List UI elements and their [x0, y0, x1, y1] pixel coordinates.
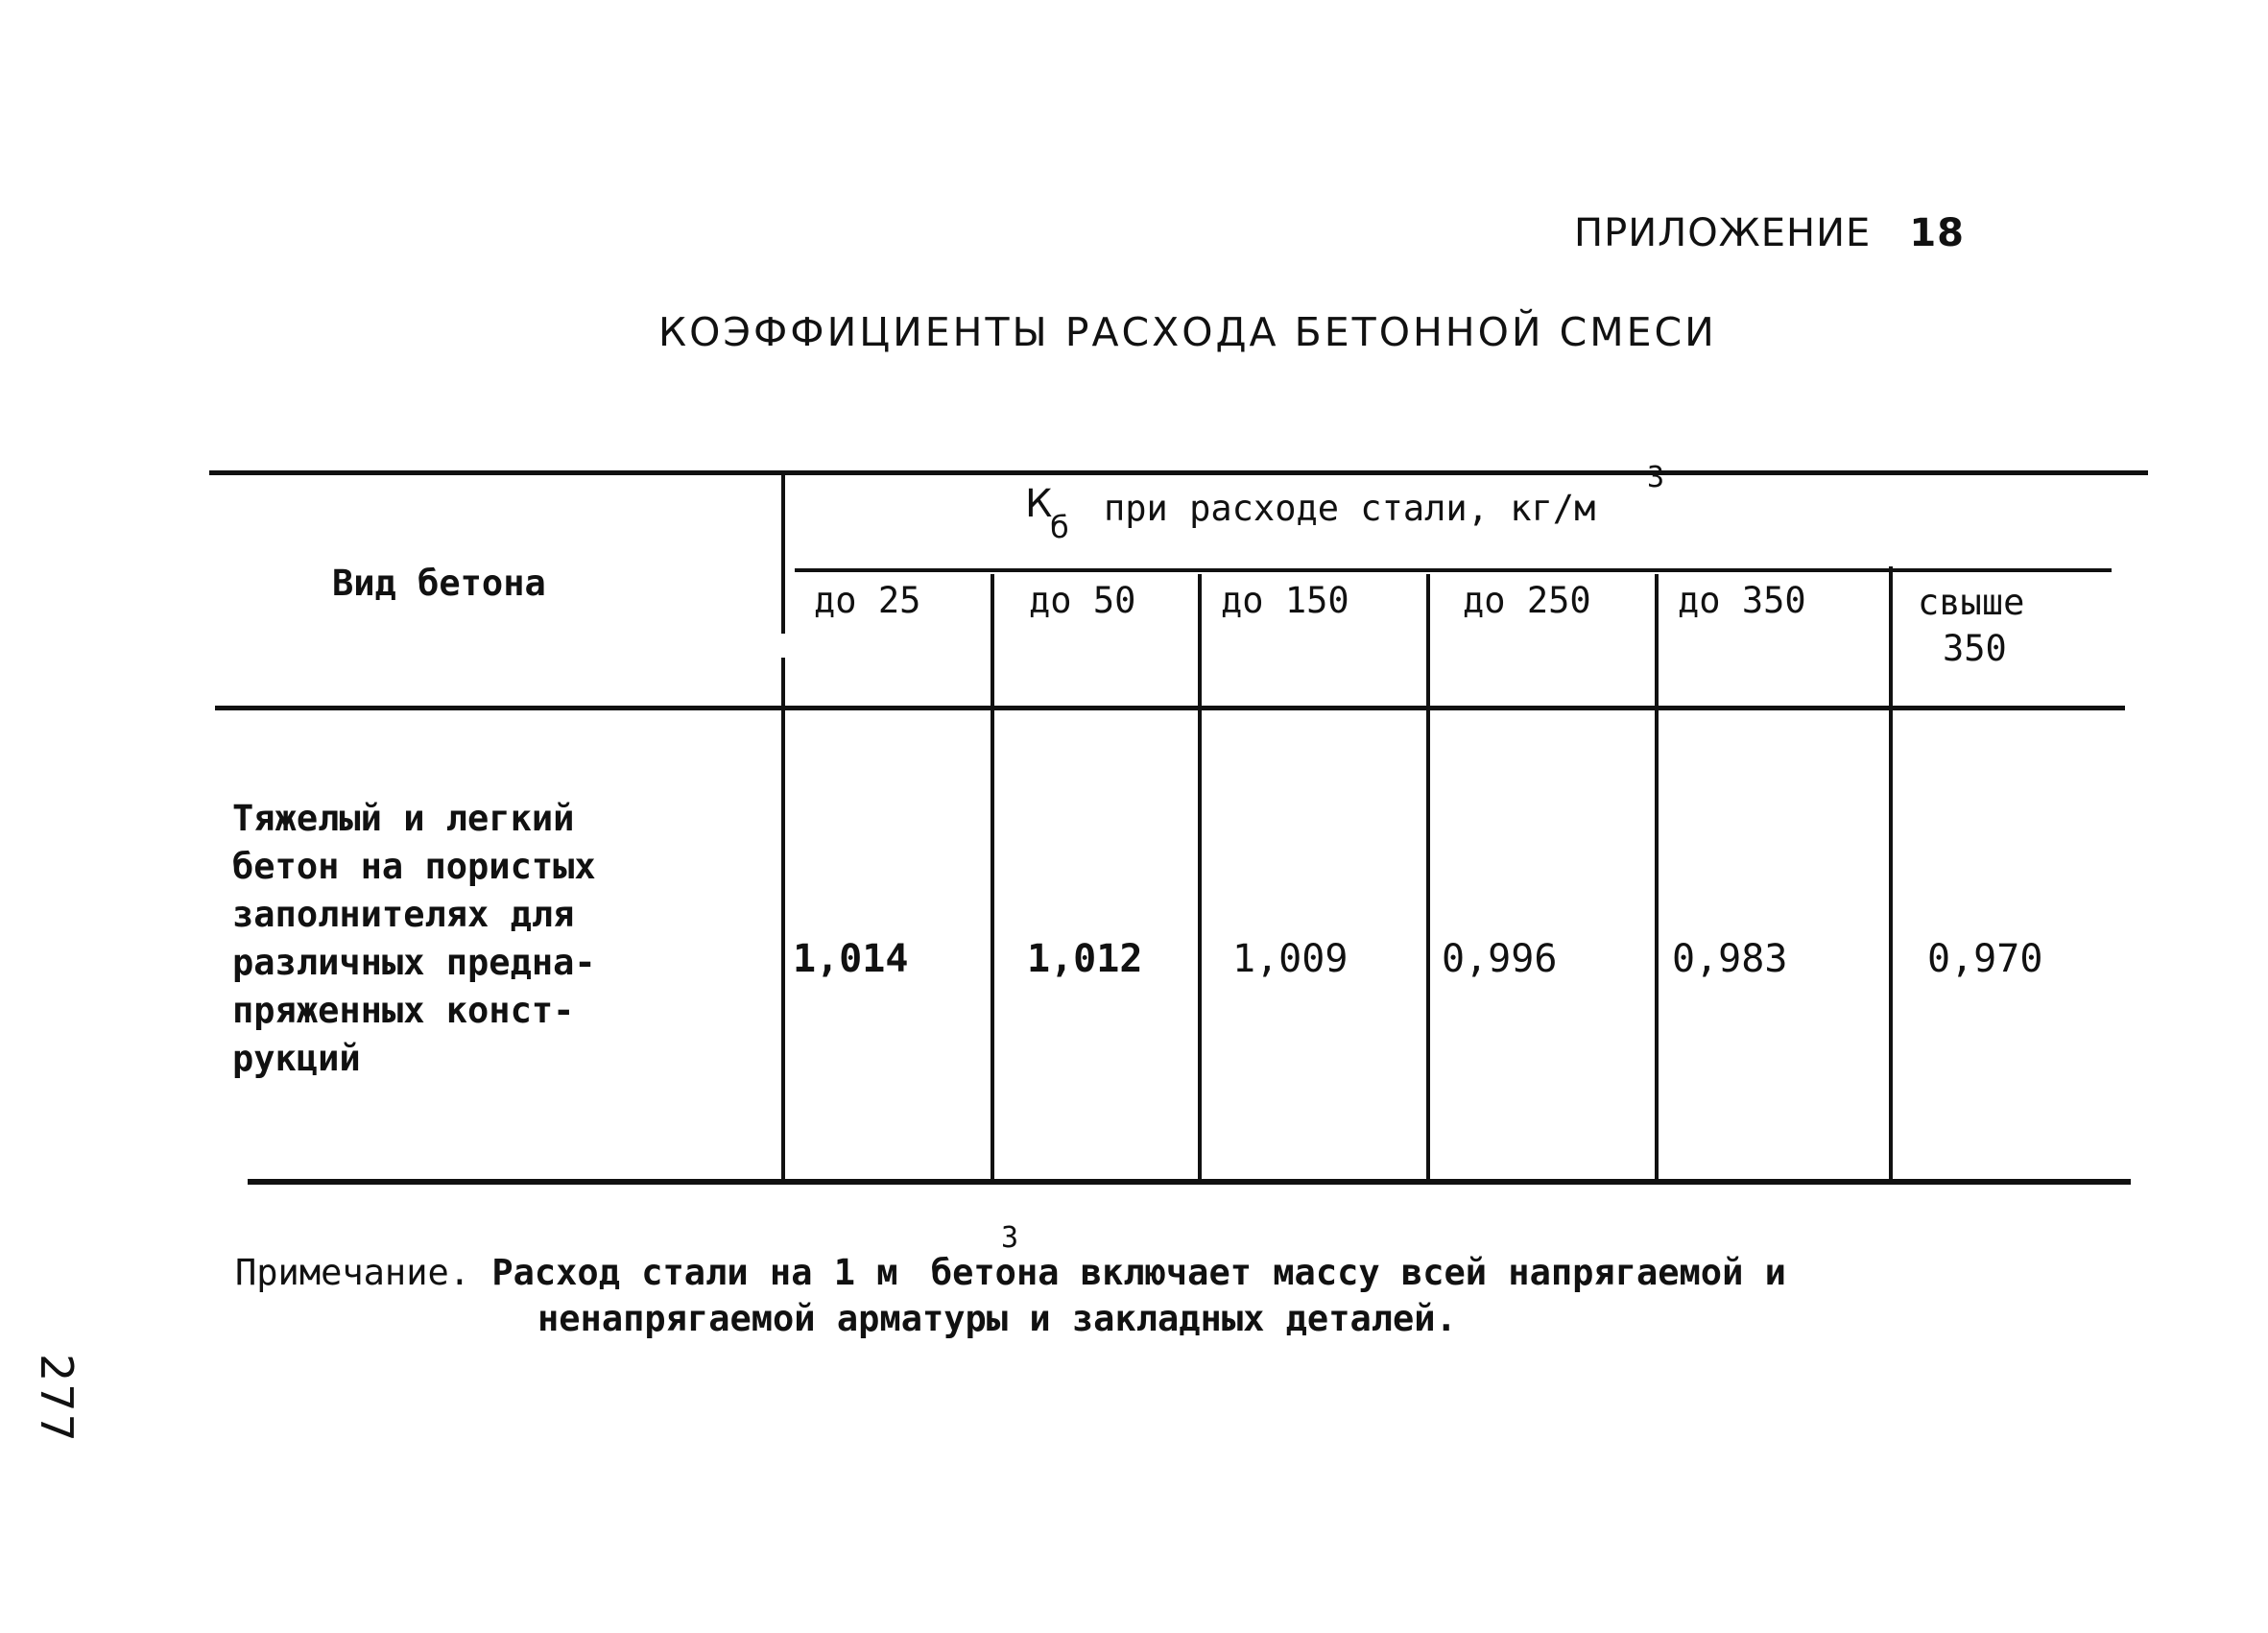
table-cell: 1,009: [1232, 937, 1349, 981]
column-header-6: [1918, 580, 2024, 672]
column-divider-4: [1426, 574, 1430, 1181]
column-header-2: до 50: [1029, 580, 1136, 621]
column-header-1: до 25: [814, 580, 921, 621]
appendix-heading: [1574, 211, 1965, 255]
table-top-rule: [209, 470, 2148, 475]
row-label-line: бетон на пористых: [232, 846, 596, 887]
table-cell: 0,983: [1672, 937, 1788, 981]
row-label-line: рукций: [232, 1038, 361, 1079]
column-divider-3: [1198, 574, 1202, 1181]
column-divider-2: [991, 574, 994, 1181]
row-label-line: заполнителях для: [232, 894, 575, 935]
table-cell: 0,996: [1442, 937, 1558, 981]
column-header-4: до 250: [1463, 580, 1591, 621]
table-cell: 1,014: [793, 937, 909, 981]
column-header-3: до 150: [1221, 580, 1349, 621]
row-label-line: различных предна-: [232, 942, 596, 983]
note-prefix: Примечание.: [235, 1252, 471, 1293]
column-divider-1: [781, 470, 785, 634]
group-header-text: при расходе стали, кг/м: [1104, 488, 1596, 529]
header-bottom-rule: [215, 706, 2125, 710]
group-header-superscript: 3: [1647, 461, 1665, 494]
table-bottom-rule: [248, 1179, 2131, 1185]
row-label-line: пряженных конст-: [232, 990, 575, 1031]
appendix-number: 18: [1909, 211, 1965, 255]
note-line-1: [235, 1248, 1786, 1298]
row-label-line: Тяжелый и легкий: [232, 798, 575, 839]
note-text-start: Расход стали на 1 м: [491, 1252, 898, 1293]
document-title: КОЭФФИЦИЕНТЫ РАСХОДА БЕТОННОЙ СМЕСИ: [658, 309, 1717, 355]
page-number: 277: [31, 1354, 83, 1444]
note-text-rest: бетона включает массу всей напрягаемой и: [930, 1252, 1786, 1293]
table-cell: 0,970: [1927, 937, 2043, 981]
column-divider-6: [1889, 566, 1893, 1181]
k-subscript: б: [1050, 509, 1069, 545]
column-divider-1-lower: [781, 658, 785, 1181]
header-group-rule: [795, 568, 2112, 572]
type-column-header: Вид бетона: [332, 563, 546, 604]
column-divider-5: [1655, 574, 1659, 1181]
appendix-label: ПРИЛОЖЕНИЕ: [1574, 211, 1872, 255]
note-superscript: 3: [1001, 1221, 1019, 1255]
row-label: [232, 795, 655, 1083]
table-cell: 1,012: [1027, 937, 1143, 981]
column-header-5: до 350: [1678, 580, 1806, 621]
k-symbol: К: [1025, 482, 1053, 526]
column-header-6-line2: 350: [1943, 628, 2007, 669]
note-line-2: ненапрягаемой арматуры и закладных деталей.: [537, 1298, 1457, 1339]
column-header-6-line1: свыше: [1918, 582, 2025, 623]
